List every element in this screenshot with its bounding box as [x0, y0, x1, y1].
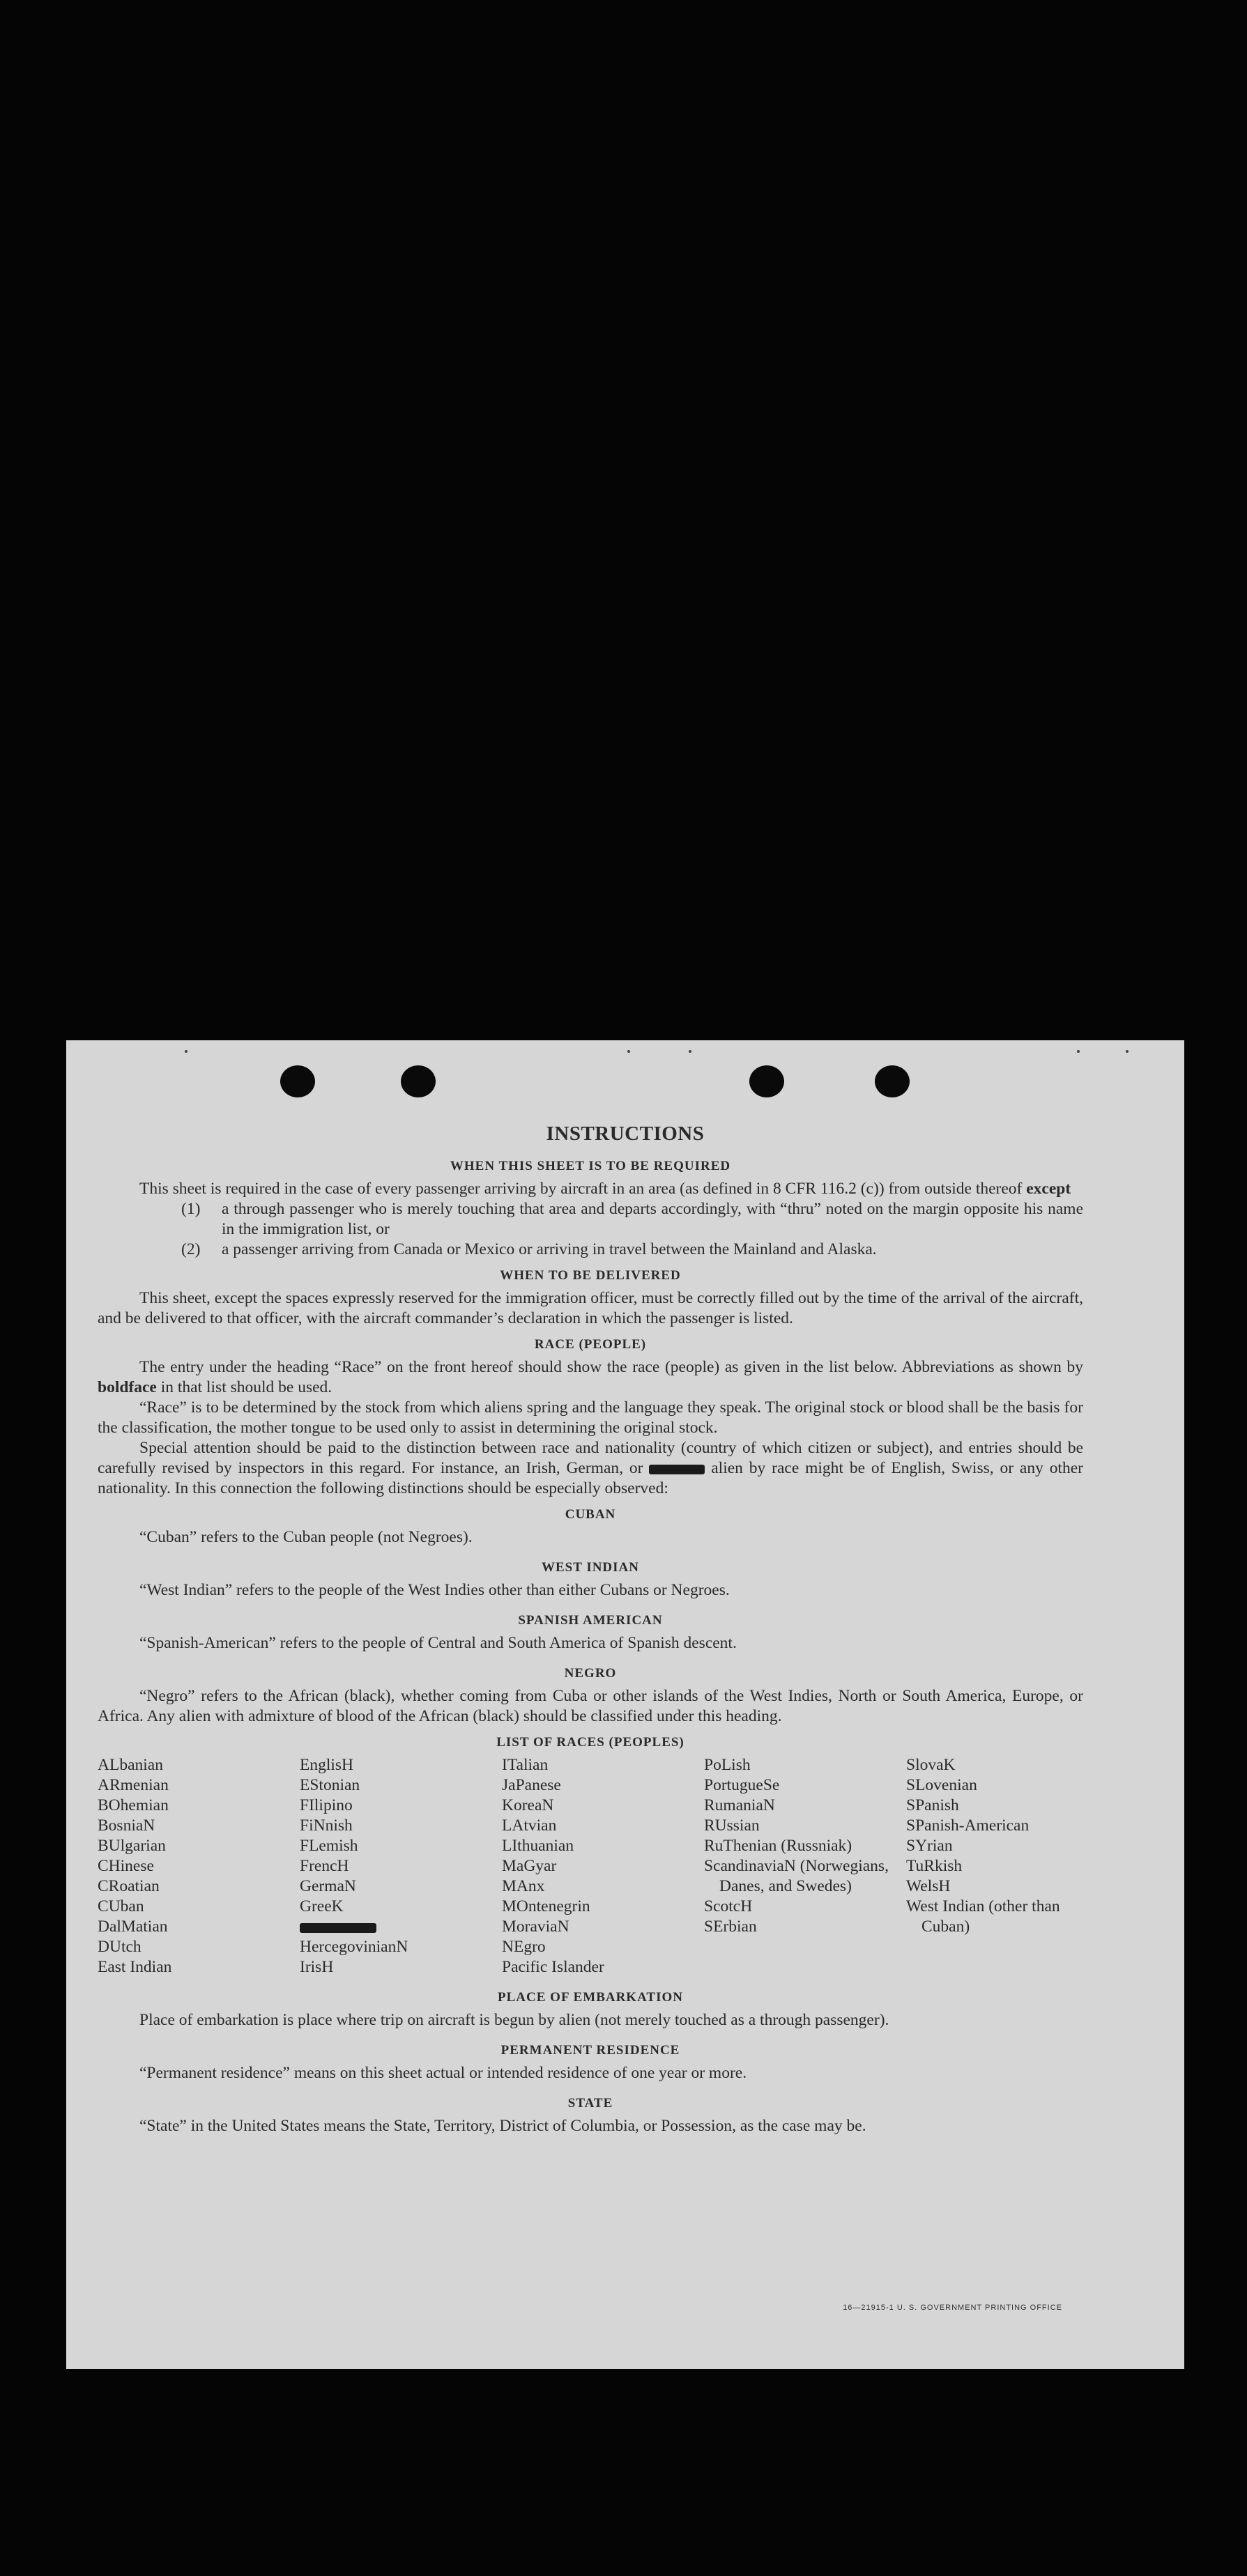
heading-state: STATE	[567, 2096, 613, 2111]
instruction-sheet	[66, 1040, 1184, 2369]
printing-office-footer: 16—21915-1 U. S. GOVERNMENT PRINTING OFFICE	[843, 2304, 1062, 2312]
race-list-item: FLemish	[300, 1837, 358, 1855]
race-column-2	[300, 1755, 502, 1977]
race-list-item: SLovenian	[906, 1776, 977, 1794]
race-list-item: WelsH	[906, 1877, 951, 1895]
heading-embarkation: PLACE OF EMBARKATION	[498, 1990, 683, 2005]
race-list-item: NEgro	[502, 1938, 546, 1956]
race-list-item: SYrian	[906, 1837, 953, 1855]
race-list-item: ScandinaviaN (Norwegians, Danes, and Swedes)	[704, 1857, 889, 1895]
punch-hole-2	[401, 1065, 436, 1097]
race-list-item: BUlgarian	[98, 1837, 166, 1855]
race-list-item: RUssian	[704, 1817, 760, 1835]
instructions-body	[98, 1150, 1083, 2136]
race-list-item: East Indian	[98, 1958, 172, 1976]
race-list-item: LIthuanian	[502, 1837, 574, 1855]
page-title: INSTRUCTIONS	[546, 1123, 705, 1145]
race-list-item: FrencH	[300, 1857, 349, 1875]
heading-spanish-american: SPANISH AMERICAN	[518, 1613, 663, 1628]
condition-item-1: (1) a through passenger who is merely touching that area and departs accordingly, with “thru” noted on the margin opposite his name in the immigration list, or	[181, 1200, 1083, 1238]
negro-text: “Negro” refers to the African (black), whether coming from Cuba or other islands of the West Indies, North or South America, Europe, or Africa. Any alien with admixture of blood of the African (black) should be classified under this heading.	[98, 1687, 1083, 1725]
race-list-item: CUban	[98, 1897, 144, 1915]
race-column-5	[906, 1755, 1083, 1977]
race-list-item: EnglisH	[300, 1756, 354, 1774]
heading-residence: PERMANENT RESIDENCE	[500, 2043, 680, 2058]
heading-required: WHEN THIS SHEET IS TO BE REQUIRED	[450, 1159, 731, 1173]
embarkation-text: Place of embarkation is place where trip on aircraft is begun by alien (not merely touched as a through passenger).	[139, 2011, 889, 2029]
speck	[1126, 1050, 1129, 1053]
punch-hole-4	[875, 1065, 910, 1097]
condition-item-2: (2) a passenger arriving from Canada or Mexico or arriving in travel between the Mainland and Alaska.	[181, 1240, 877, 1258]
race-list-item: CRoatian	[98, 1877, 160, 1895]
heading-west-indian: WEST INDIAN	[542, 1560, 639, 1575]
race-list-item: EStonian	[300, 1776, 360, 1794]
delivered-text: This sheet, except the spaces expressly reserved for the immigration officer, must be correctly filled out by the time of the arrival of the aircraft, and be delivered to that officer, with the aircraft commander’s declaration in which the passenger is listed.	[98, 1289, 1083, 1327]
cuban-text: “Cuban” refers to the Cuban people (not Negroes).	[139, 1528, 473, 1546]
speck	[627, 1050, 630, 1053]
race-column-3	[502, 1755, 704, 1977]
punch-hole-1	[280, 1065, 315, 1097]
heading-cuban: CUBAN	[565, 1507, 616, 1522]
race-list-item: RumaniaN	[704, 1796, 775, 1814]
race-list-item: TuRkish	[906, 1857, 963, 1875]
spanish-american-text: “Spanish-American” refers to the people of Central and South America of Spanish descent.	[139, 1634, 737, 1652]
state-text: “State” in the United States means the State, Territory, District of Columbia, or Possession, as the case may be.	[139, 2117, 866, 2135]
race-column-4	[704, 1755, 906, 1977]
race-list-item: LAtvian	[502, 1817, 557, 1835]
race-list-item: PoLish	[704, 1756, 751, 1774]
race-list-item: ALbanian	[98, 1756, 163, 1774]
race-list	[98, 1755, 1083, 1977]
race-list-item: HercegovinianN	[300, 1938, 408, 1956]
race-list-item: FiNnish	[300, 1817, 353, 1835]
race-list-item: SlovaK	[906, 1756, 956, 1774]
race-list-item: IrisH	[300, 1958, 334, 1976]
heading-race: RACE (PEOPLE)	[534, 1337, 647, 1352]
race-list-item: PortugueSe	[704, 1776, 780, 1794]
residence-text: “Permanent residence” means on this sheet actual or intended residence of one year or more.	[139, 2064, 747, 2082]
race-paragraph-3: Special attention should be paid to the distinction between race and nationality (country of which citizen or subject), and entries should be carefully revised by inspectors in this regard. For instance, an Irish, German, or alien by race might be of English, Swiss, or any other nationality. In this connection the following distinctions should be especially observed:	[98, 1439, 1084, 1497]
race-list-item: SPanish-American	[906, 1817, 1030, 1835]
race-list-item: ARmenian	[98, 1776, 169, 1794]
race-list-item: SPanish	[906, 1796, 959, 1814]
race-list-item: MOntenegrin	[502, 1897, 590, 1915]
speck	[1077, 1050, 1080, 1053]
race-column-1	[98, 1755, 300, 1977]
required-intro: This sheet is required in the case of every passenger arriving by aircraft in an area (as defined in 8 CFR 116.2 (c)) from outside thereof except	[139, 1180, 1071, 1198]
race-list-item: MoraviaN	[502, 1918, 569, 1936]
speck	[689, 1050, 691, 1053]
race-list-item: GermaN	[300, 1877, 356, 1895]
race-list-item: SErbian	[704, 1918, 757, 1936]
race-list-item: JaPanese	[502, 1776, 561, 1794]
speck	[185, 1050, 188, 1053]
race-list-item: GreeK	[300, 1897, 344, 1915]
race-list-item: MaGyar	[502, 1857, 557, 1875]
redaction-mark	[649, 1465, 705, 1474]
heading-race-list: LIST OF RACES (PEOPLES)	[496, 1735, 684, 1750]
heading-negro: NEGRO	[564, 1666, 617, 1681]
race-paragraph-1: The entry under the heading “Race” on the front hereof should show the race (people) as given in the list below. Abbreviations as shown by boldface in that list should be used.	[98, 1358, 1083, 1396]
race-list-item: DUtch	[98, 1938, 141, 1956]
heading-delivered: WHEN TO BE DELIVERED	[500, 1268, 681, 1283]
race-list-item: FIlipino	[300, 1796, 353, 1814]
race-list-item: Pacific Islander	[502, 1958, 604, 1976]
race-list-item: ITalian	[502, 1756, 549, 1774]
punch-hole-3	[749, 1065, 784, 1097]
race-paragraph-2: “Race” is to be determined by the stock from which aliens spring and the language they speak. The original stock or blood shall be the basis for the classification, the mother tongue to be used only to assist in determining the original stock.	[98, 1398, 1083, 1437]
race-list-item: MAnx	[502, 1877, 545, 1895]
race-list-item: ScotcH	[704, 1897, 753, 1915]
west-indian-text: “West Indian” refers to the people of the West Indies other than either Cubans or Negroes.	[139, 1581, 730, 1599]
redaction-mark	[300, 1923, 376, 1933]
race-list-item	[300, 1917, 502, 1937]
race-list-item: BOhemian	[98, 1796, 169, 1814]
race-list-item: KoreaN	[502, 1796, 554, 1814]
race-list-item: CHinese	[98, 1857, 154, 1875]
race-list-item: BosniaN	[98, 1817, 155, 1835]
race-list-item: DalMatian	[98, 1918, 168, 1936]
race-list-item: West Indian (other than Cuban)	[906, 1897, 1060, 1936]
race-list-item: RuThenian (Russniak)	[704, 1837, 852, 1855]
